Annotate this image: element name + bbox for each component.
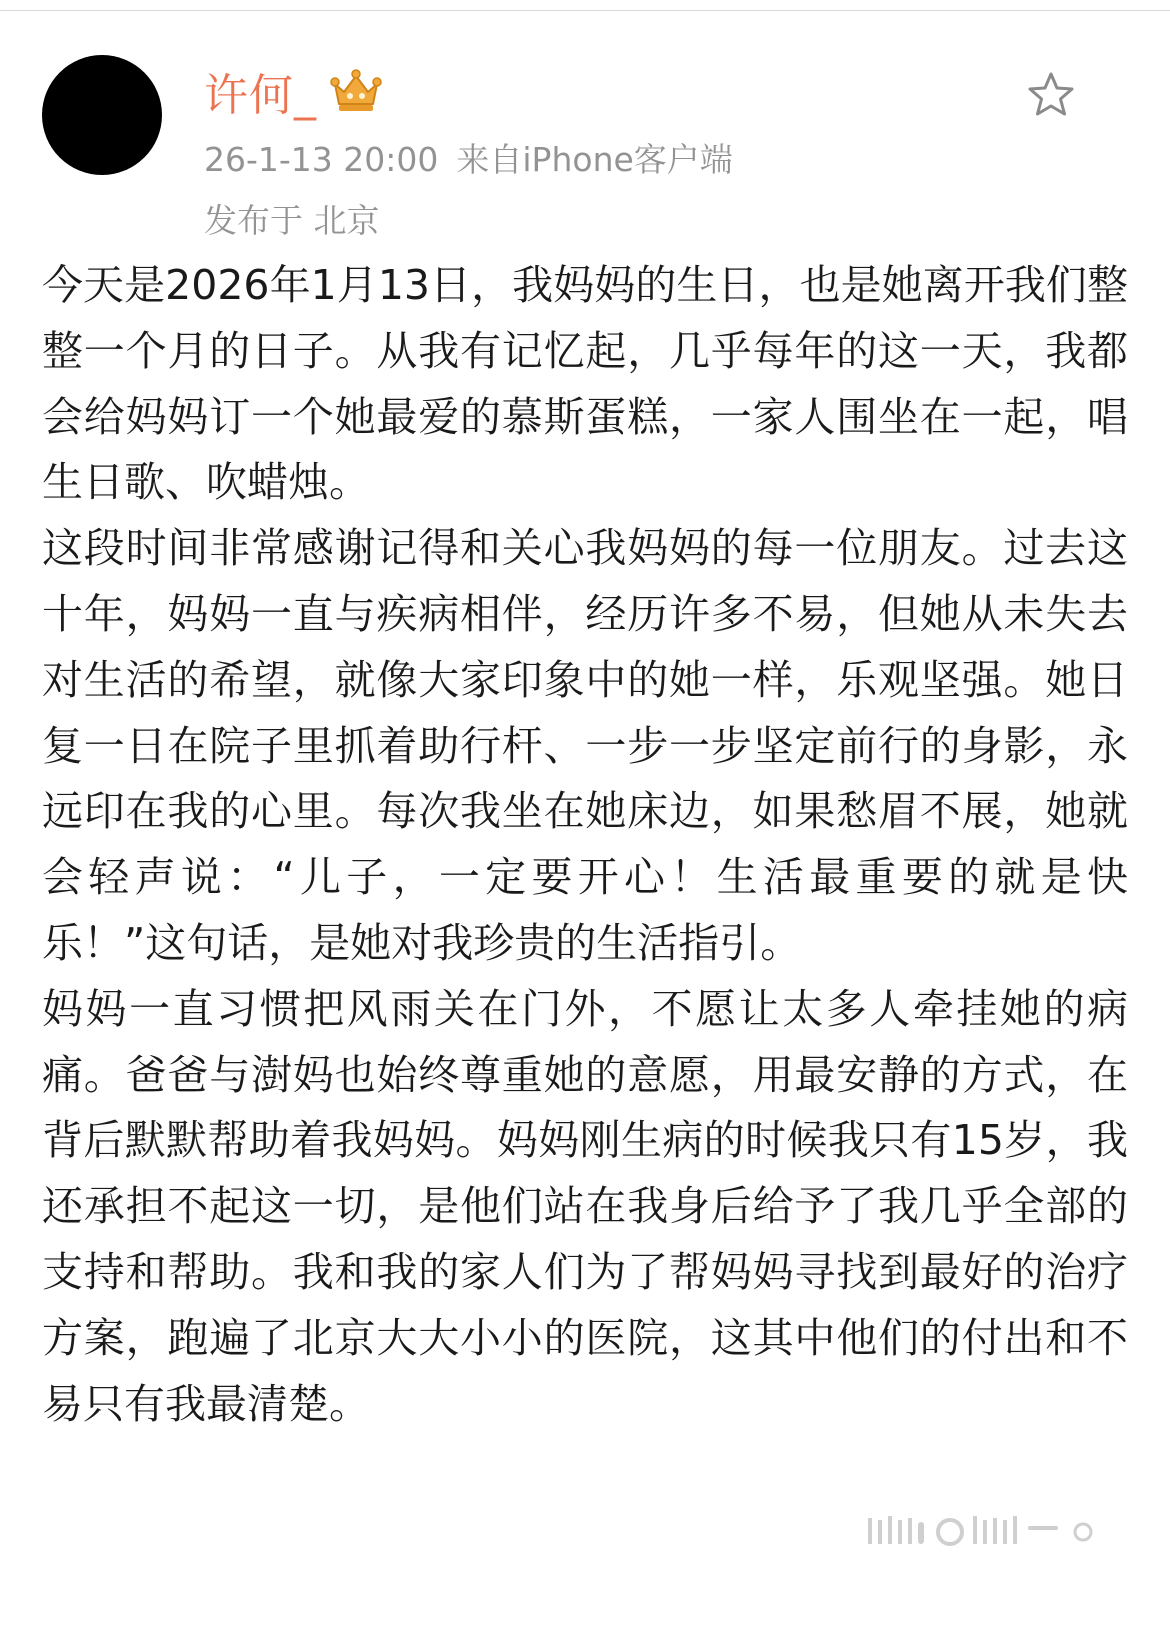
post-location: 发布于 北京 [204, 201, 380, 240]
post-meta [204, 134, 733, 181]
top-divider [0, 0, 1170, 11]
watermark-logo [858, 1508, 1108, 1556]
avatar[interactable] [42, 55, 162, 175]
post-paragraph-3: 妈妈一直习惯把风雨关在门外，不愿让太多人牵挂她的病痛。爸爸与澍妈也始终尊重她的意愿，用最安静的方式，在背后默默帮助着我妈妈。妈妈刚生病的时候我只有15岁，我还承担不起这一切，是他们站在我身后给予了我几乎全部的支持和帮助。我和我的家人们为了帮妈妈寻找到最好的治疗方案，跑遍了北京大大小小的医院，这其中他们的付出和不易只有我最清楚。 [42, 984, 1128, 1428]
username[interactable]: 许何_ [204, 70, 317, 121]
post-header [204, 62, 733, 242]
star-outline-icon[interactable] [1026, 70, 1076, 120]
post-client: 来自iPhone客户端 [456, 140, 733, 179]
post-body [42, 253, 1128, 1437]
post-paragraph-1: 今天是2026年1月13日，我妈妈的生日，也是她离开我们整整一个月的日子。从我有记忆起，几乎每年的这一天，我都会给妈妈订一个她最爱的慕斯蛋糕，一家人围坐在一起，唱生日歌、吹蜡烛。 [42, 261, 1128, 507]
post-timestamp: 26-1-13 20:00 [204, 140, 439, 179]
vip-crown-icon[interactable] [329, 68, 383, 114]
user-line [204, 62, 733, 120]
post-paragraph-2: 这段时间非常感谢记得和关心我妈妈的每一位朋友。过去这十年，妈妈一直与疾病相伴，经历许多不易，但她从未失去对生活的希望，就像大家印象中的她一样，乐观坚强。她日复一日在院子里抓着助行杆、一步一步坚定前行的身影，永远印在我的心里。每次我坐在她床边，如果愁眉不展，她就会轻声说：“儿子，一定要开心！生活最重要的就是快乐！”这句话，是她对我珍贵的生活指引。 [42, 524, 1128, 967]
